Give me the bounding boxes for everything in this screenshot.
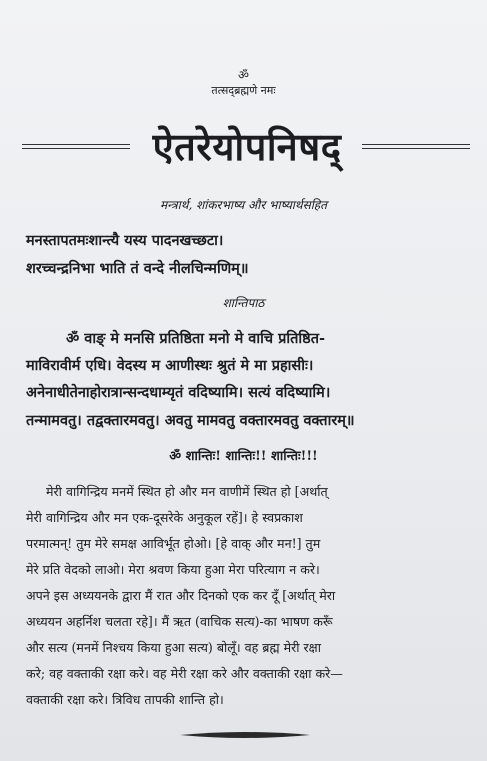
shanti-mantra-line: ॐ वाङ् मे मनसि प्रतिष्ठिता मनो मे वाचि प्रतिष्ठित- [66,330,325,347]
shanti-line: ॐ शान्तिः! शान्तिः!! शान्तिः!!! [169,449,318,464]
page-title: ऐतरेयोपनिषद् [152,124,342,169]
shanti-mantra-line: अनेनाधीतेनाहोरात्रान्सन्दधाम्यृतं वदिष्यामि। सत्यं वदिष्यामि। [26,384,331,401]
translation-line: और सत्य (मनमें निश्चय किया हुआ सत्य) बोलूँ। वह ब्रह्म मेरी रक्षा [26,640,321,655]
section-heading: शान्तिपाठ [222,296,265,310]
subtitle: मन्त्रार्थ, शांकरभाष्य और भाष्यार्थसहित [159,198,328,212]
translation-line: परमात्मन्! तुम मेरे समक्ष आविर्भूत होओ। [हे वाक् और मन!] तुम [26,536,321,551]
invocation-line: तत्सद्ब्रह्मणे नमः [211,84,276,97]
translation-line: अपने इस अध्ययनके द्वारा मैं रात और दिनको एक कर दूँ [अर्थात् मेरा [26,588,336,603]
translation-line: अध्ययन अहर्निश चलता रहे]। मैं ऋत (वाचिक सत्य)-का भाषण करूँ [26,614,333,629]
translation-line: मेरे प्रति वेदको लाओ। मेरा श्रवण किया हुआ मेरा परित्याग न करे। [26,562,320,577]
title-block [22,120,470,180]
translation-line: मेरी वागिन्द्रिय मनमें स्थित हो और मन वाणीमें स्थित हो [अर्थात् [46,484,328,499]
opening-verse-line: शरच्चन्द्रनिभा भाति तं वन्दे नीलचिन्मणिम्॥ [26,260,249,277]
shanti-mantra-line: माविरावीर्म एधि। वेदस्य म आणीस्थः श्रुतं मे मा प्रहासीः। [26,357,314,374]
om-symbol: ॐ [238,68,249,82]
end-ornament-divider [180,730,310,740]
translation-line: मेरी वागिन्द्रिय और मन एक-दूसरेके अनुकूल रहें]। हे स्वप्रकाश [26,510,303,525]
translation-line: वक्ताकी रक्षा करे। त्रिविध तापकी शान्ति हो। [26,692,224,707]
opening-verse-line: मनस्तापतमःशान्त्यै यस्य पादनखच्छटा। [26,232,224,249]
translation-line: करे; वह वक्ताकी रक्षा करे। वह मेरी रक्षा करे और वक्ताकी रक्षा करे— [26,666,343,681]
right-title-rule [362,144,470,152]
left-title-rule [22,144,130,152]
shanti-mantra-line: तन्मामवतु। तद्वक्तारमवतु। अवतु मामवतु वक्तारमवतु वक्तारम्॥ [26,412,355,429]
